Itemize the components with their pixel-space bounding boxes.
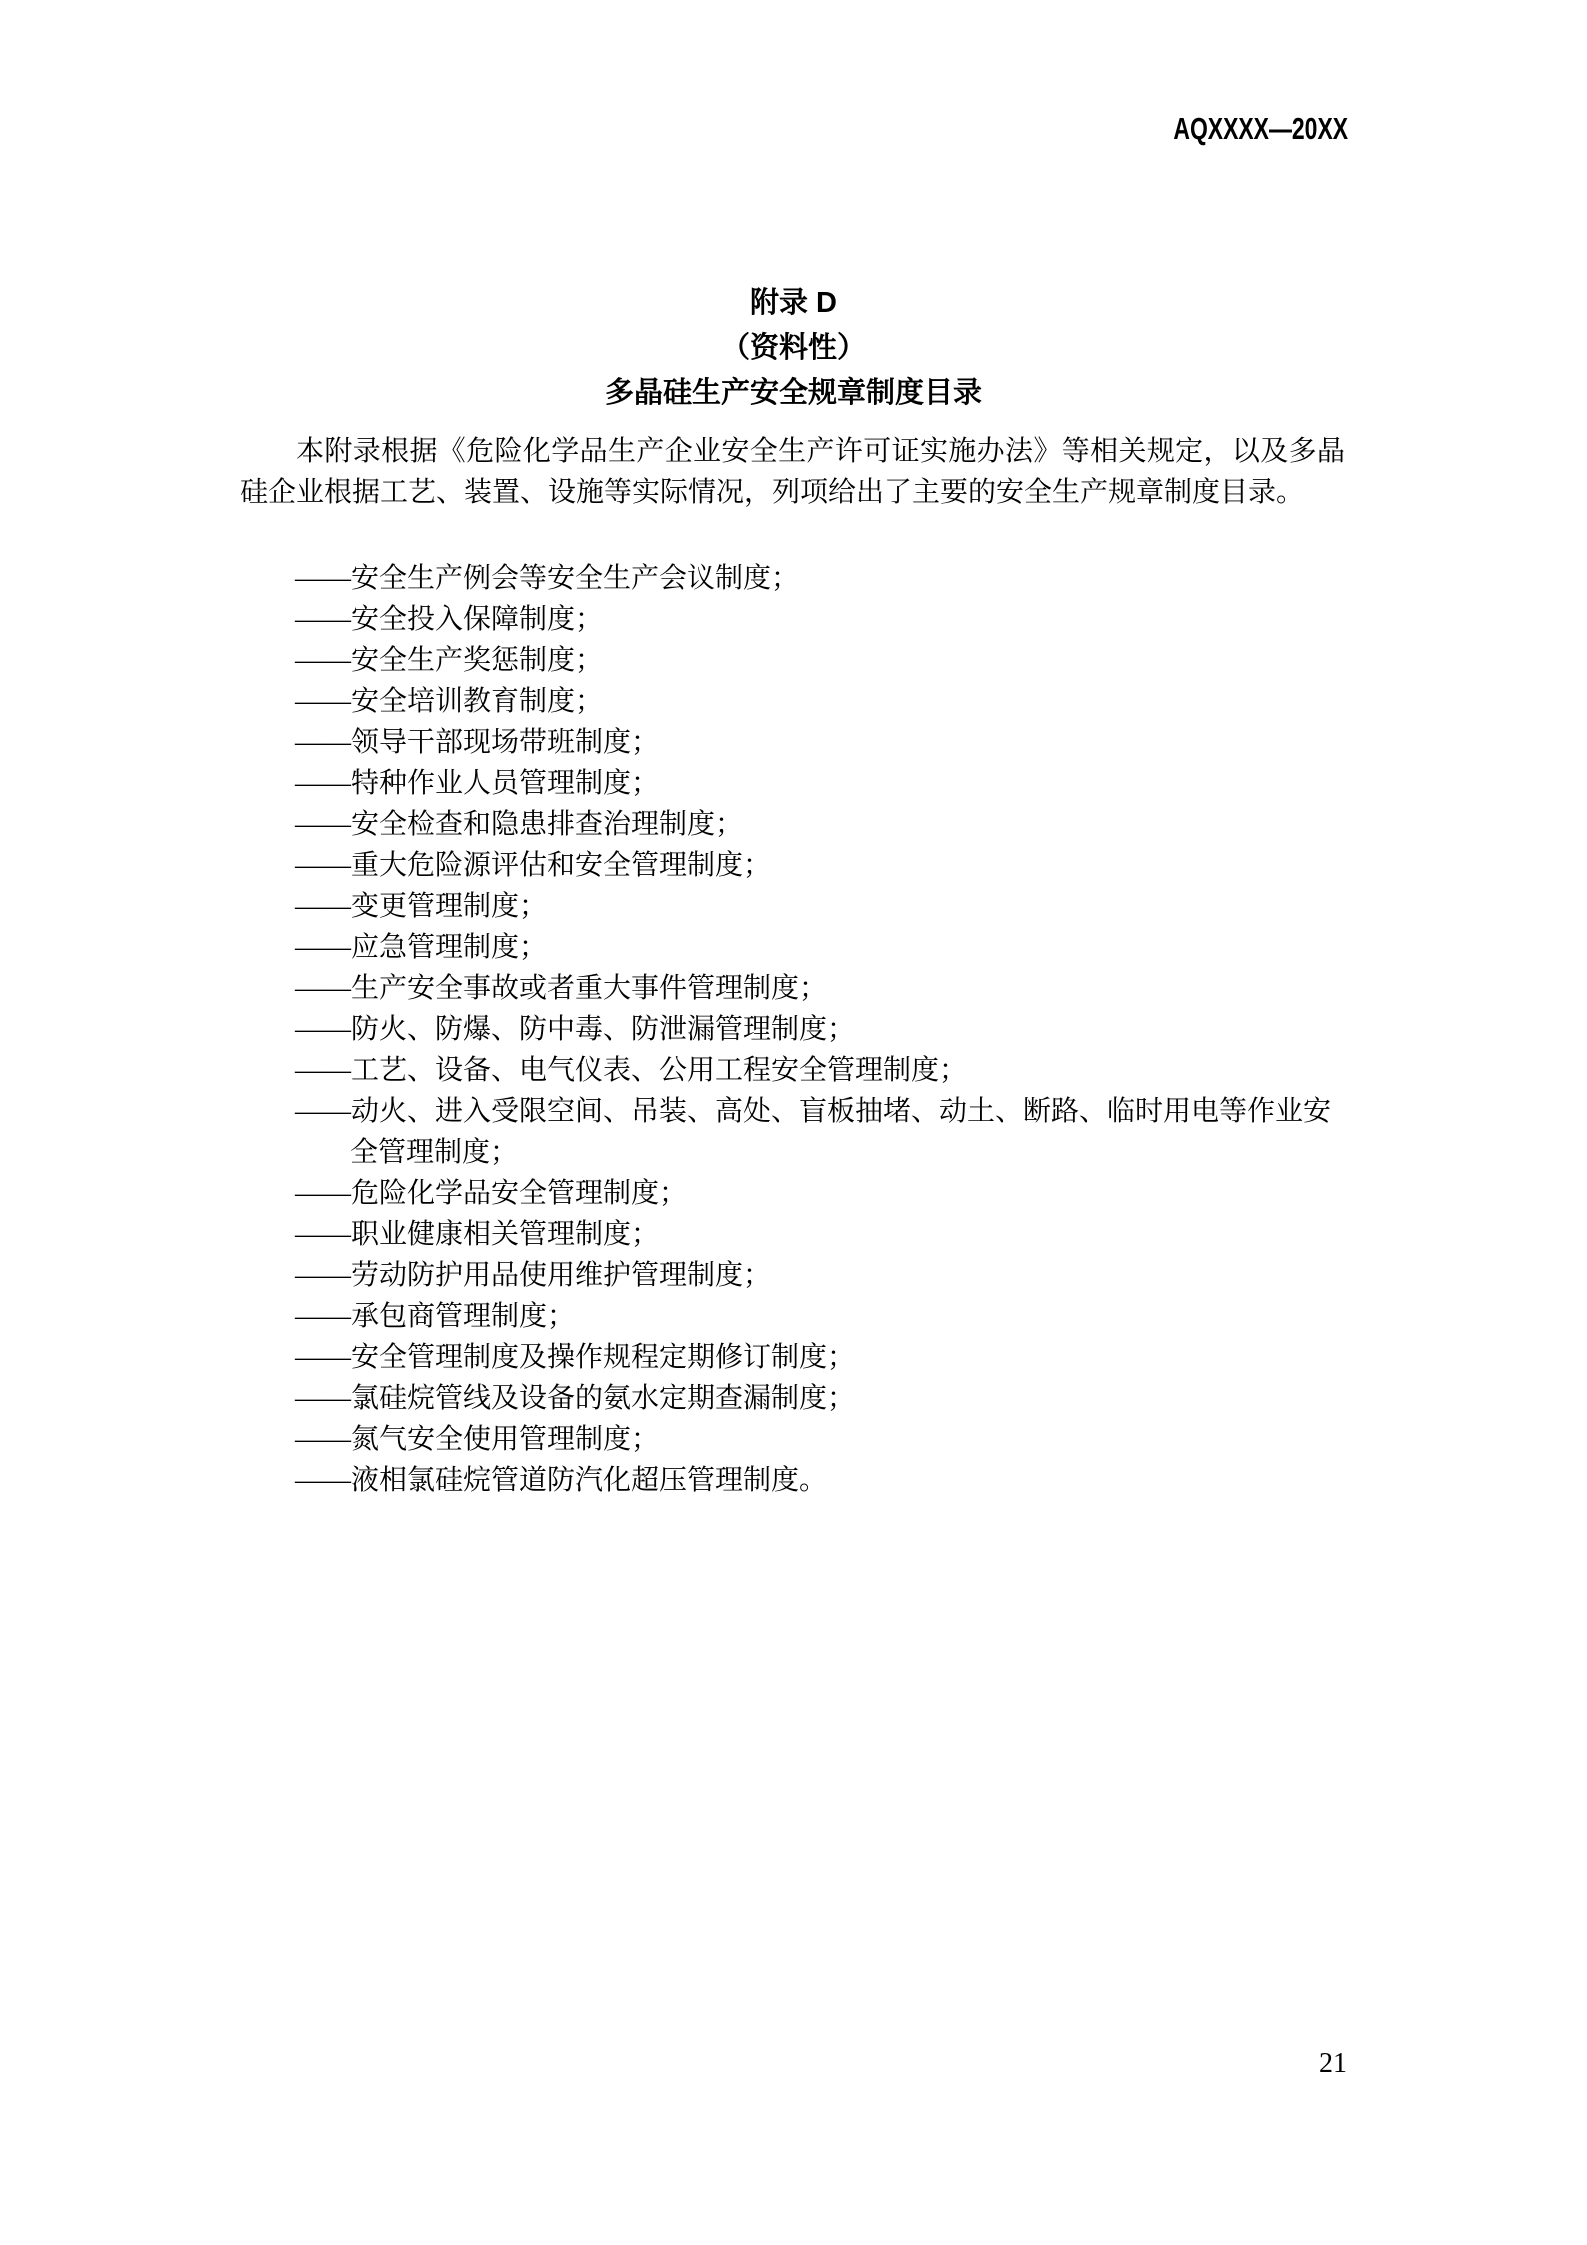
list-item: ——动火、进入受限空间、吊装、高处、盲板抽堵、动土、断路、临时用电等作业安全管理制度； xyxy=(295,1096,1332,1168)
list-item: ——生产安全事故或者重大事件管理制度； xyxy=(295,973,828,1004)
list-item: ——安全生产例会等安全生产会议制度； xyxy=(295,563,800,594)
list-item: ——氮气安全使用管理制度； xyxy=(295,1424,660,1455)
list-item: ——安全管理制度及操作规程定期修订制度； xyxy=(295,1342,856,1373)
list-item: ——应急管理制度； xyxy=(295,932,548,963)
list-item: ——重大危险源评估和安全管理制度； xyxy=(295,850,772,881)
list-item: ——安全投入保障制度； xyxy=(295,604,604,635)
appendix-title-block xyxy=(0,281,1587,416)
appendix-heading: 多晶硅生产安全规章制度目录 xyxy=(604,377,982,409)
list-item: ——危险化学品安全管理制度； xyxy=(295,1178,688,1209)
appendix-body xyxy=(240,431,1345,1501)
list-item: ——氯硅烷管线及设备的氨水定期查漏制度； xyxy=(295,1383,856,1414)
list-item: ——防火、防爆、防中毒、防泄漏管理制度； xyxy=(295,1014,856,1045)
list-item: ——液相氯硅烷管道防汽化超压管理制度。 xyxy=(295,1465,828,1496)
list-item: ——安全检查和隐患排查治理制度； xyxy=(295,809,744,840)
regulation-list xyxy=(240,558,1345,1501)
list-item: ——工艺、设备、电气仪表、公用工程安全管理制度； xyxy=(295,1055,968,1086)
standard-code-header: AQXXXX—20XX xyxy=(1173,111,1348,146)
intro-paragraph: 本附录根据《危险化学品生产企业安全生产许可证实施办法》等相关规定，以及多晶硅企业根据工艺、装置、设施等实际情况，列项给出了主要的安全生产规章制度目录。 xyxy=(240,436,1345,508)
appendix-subtitle: （资料性） xyxy=(720,332,866,364)
list-item: ——安全生产奖惩制度； xyxy=(295,645,604,676)
list-item: ——变更管理制度； xyxy=(295,891,548,922)
list-item: ——领导干部现场带班制度； xyxy=(295,727,660,758)
list-item: ——承包商管理制度； xyxy=(295,1301,576,1332)
list-item: ——劳动防护用品使用维护管理制度； xyxy=(295,1260,772,1291)
list-item: ——特种作业人员管理制度； xyxy=(295,768,660,799)
appendix-title: 附录 D xyxy=(749,287,837,319)
page-number: 21 xyxy=(1319,2048,1347,2079)
list-item: ——安全培训教育制度； xyxy=(295,686,604,717)
list-item: ——职业健康相关管理制度； xyxy=(295,1219,660,1250)
